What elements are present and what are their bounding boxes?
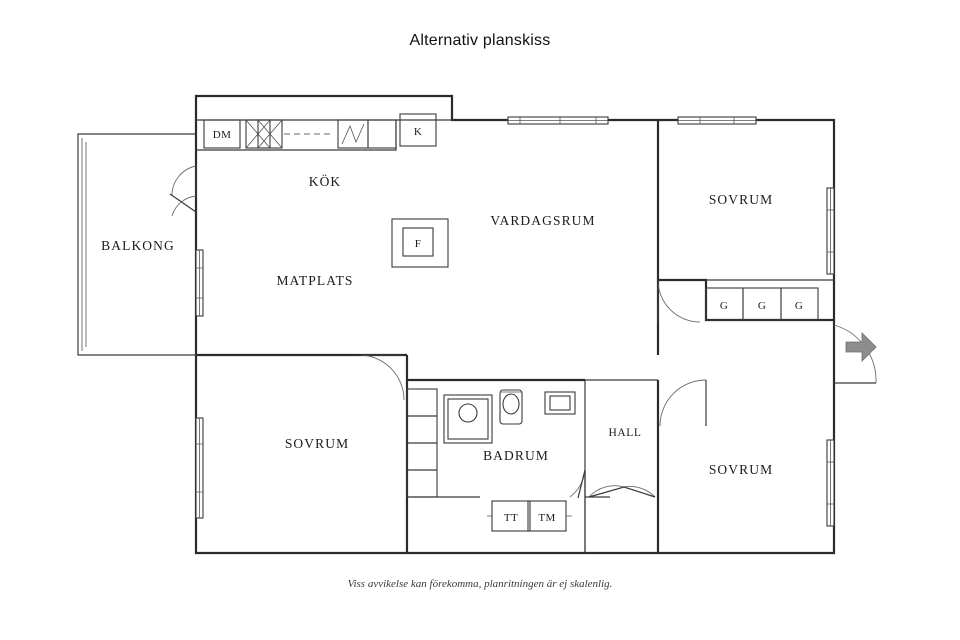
room-label-badrum: BADRUM bbox=[483, 448, 549, 463]
room-label-sovrum-se: SOVRUM bbox=[708, 462, 774, 477]
room-label-hall: HALL bbox=[608, 427, 642, 439]
appliance-label-tm: TM bbox=[538, 512, 556, 524]
room-label-vardagsrum: VARDAGSRUM bbox=[490, 213, 596, 228]
appliance-label-dm: DM bbox=[212, 129, 232, 141]
page-title: Alternativ planskiss bbox=[409, 32, 551, 49]
appliance-label-g2: G bbox=[757, 300, 767, 312]
room-label-balkong: BALKONG bbox=[101, 238, 175, 253]
disclaimer-note: Viss avvikelse kan förekomma, planritningen är ej skalenlig. bbox=[347, 578, 613, 590]
main-walls bbox=[78, 96, 834, 553]
room-label-sovrum-ne: SOVRUM bbox=[708, 192, 774, 207]
appliance-label-tt: TT bbox=[503, 512, 519, 524]
room-label-sovrum-sw: SOVRUM bbox=[284, 436, 350, 451]
appliance-label-k: K bbox=[413, 126, 423, 138]
kitchen-fittings bbox=[204, 114, 436, 148]
room-label-kok: KÖK bbox=[308, 174, 342, 189]
appliance-label-g1: G bbox=[719, 300, 729, 312]
appliance-label-f: F bbox=[414, 238, 422, 250]
internal-walls bbox=[196, 120, 834, 553]
appliance-label-g3: G bbox=[794, 300, 804, 312]
room-label-matplats: MATPLATS bbox=[276, 273, 354, 288]
